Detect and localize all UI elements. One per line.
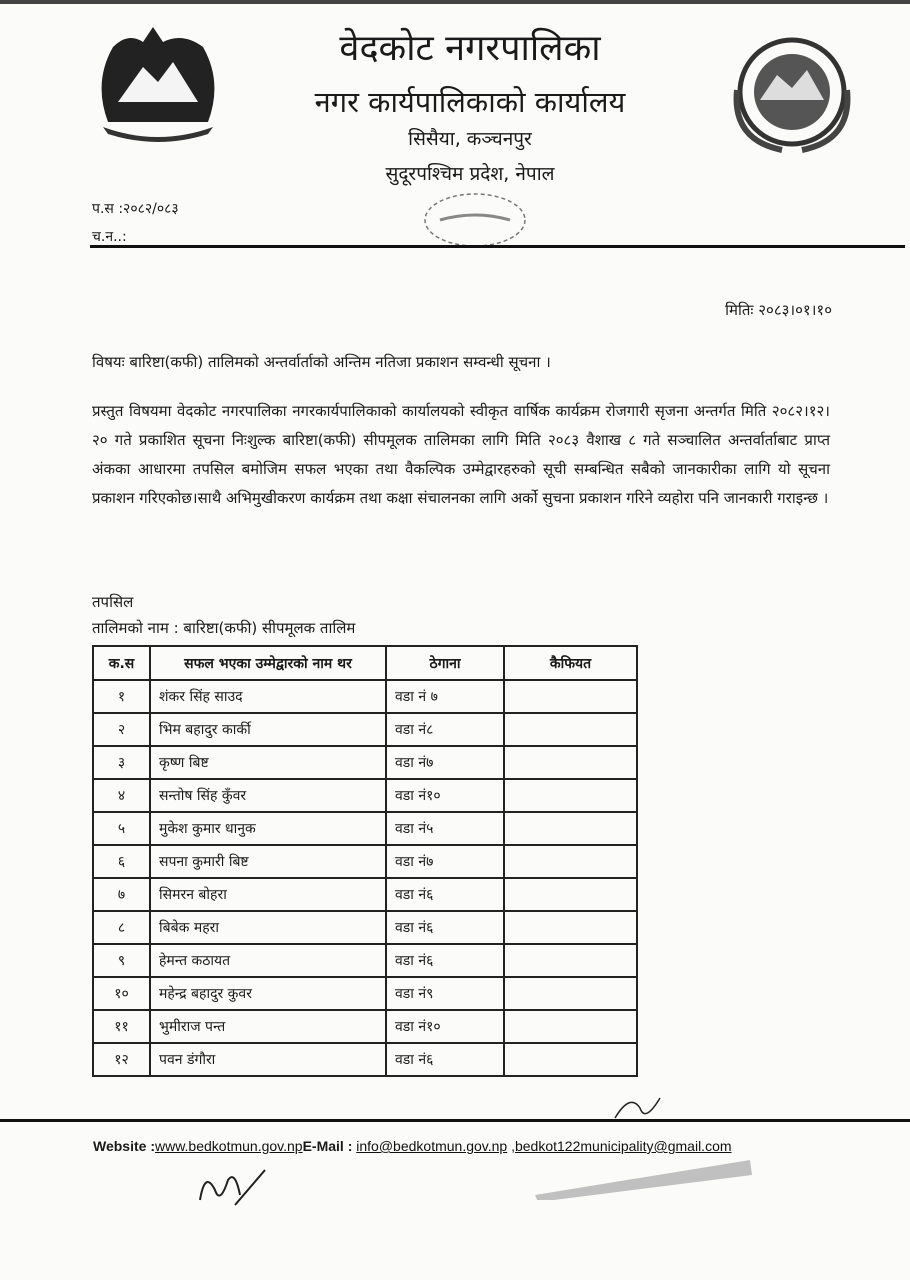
row-serial: ५: [93, 812, 150, 845]
table-row: [93, 713, 637, 746]
row-address: वडा नं७: [386, 746, 504, 779]
row-serial: ३: [93, 746, 150, 779]
row-remarks: [504, 812, 637, 845]
table-row: [93, 878, 637, 911]
email-link-1[interactable]: info@bedkotmun.gov.np: [356, 1138, 508, 1154]
website-label: Website :: [93, 1138, 155, 1154]
row-remarks: [504, 1010, 637, 1043]
table-row: [93, 1043, 637, 1076]
table-row: [93, 1010, 637, 1043]
row-remarks: [504, 944, 637, 977]
row-candidate-name: सिमरन बोहरा: [150, 878, 386, 911]
table-row: [93, 680, 637, 713]
notice-body: प्रस्तुत विषयमा वेदकोट नगरपालिका नगरकार्यपालिकाको कार्यालयको स्वीकृत वार्षिक कार्यक्रम रोजगारी सृजना अन्तर्गत मिति २०८२।१२।२० गते प्रकाशित सूचना निःशुल्क बारिष्टा(कफी) सीपमूलक तालिमका लागि मिति २०८३ वैशाख ८ गते सञ्चालित अन्तर्वार्ताबाट प्राप्त अंकका आधारमा तपसिल बमोजिम सफल भएका तथा वैकल्पिक उम्मेद्वारहरुको सूची सम्बन्धित सबैको जानकारीका लागि यो सूचना प्रकाशन गरिएकोछ।साथै अभिमुखीकरण कार्यक्रम तथा कक्षा संचालनका लागि अर्को सुचना प्रकाशन गरिने व्यहोरा पनि जानकारी गराइन्छ ।: [92, 402, 830, 507]
notice-subject: विषयः बारिष्टा(कफी) तालिमको अन्तर्वार्ताको अन्तिम नतिजा प्रकाशन सम्वन्धी सूचना ।: [92, 353, 551, 371]
row-address: वडा नं६: [386, 1043, 504, 1076]
scan-edge: [0, 0, 910, 4]
row-remarks: [504, 845, 637, 878]
row-candidate-name: पवन डंगौरा: [150, 1043, 386, 1076]
email-label: E-Mail :: [302, 1138, 357, 1154]
nepal-emblem-logo: [88, 22, 228, 142]
row-remarks: [504, 977, 637, 1010]
table-row: [93, 812, 637, 845]
footer-divider: [0, 1119, 910, 1122]
row-address: वडा नं ७: [386, 680, 504, 713]
row-candidate-name: बिबेक महरा: [150, 911, 386, 944]
details-label: तपसिल: [92, 593, 134, 611]
row-candidate-name: महेन्द्र बहादुर कुवर: [150, 977, 386, 1010]
row-candidate-name: मुकेश कुमार धानुक: [150, 812, 386, 845]
email-link-2[interactable]: bedkot122municipality@gmail.com: [514, 1138, 732, 1154]
row-address: वडा नं६: [386, 878, 504, 911]
row-remarks: [504, 1043, 637, 1076]
selected-candidates-table: [92, 645, 638, 1077]
officer-stamp: [530, 1140, 760, 1200]
row-candidate-name: भुमीराज पन्त: [150, 1010, 386, 1043]
row-address: वडा नं१०: [386, 779, 504, 812]
dispatch-number: च.न..:: [92, 229, 127, 245]
table-row: [93, 746, 637, 779]
row-address: वडा नं८: [386, 713, 504, 746]
row-serial: १२: [93, 1043, 150, 1076]
notice-date: मितिः २०८३।०१।१०: [725, 301, 832, 319]
row-address: वडा नं१०: [386, 1010, 504, 1043]
table-row: [93, 911, 637, 944]
row-serial: ४: [93, 779, 150, 812]
row-serial: ७: [93, 878, 150, 911]
col-remarks: कैफियत: [504, 646, 637, 680]
row-address: वडा नं७: [386, 845, 504, 878]
table-row: [93, 944, 637, 977]
row-candidate-name: भिम बहादुर कार्की: [150, 713, 386, 746]
website-link[interactable]: www.bedkotmun.gov.np: [154, 1138, 303, 1154]
table-header-row: [93, 646, 637, 680]
row-remarks: [504, 746, 637, 779]
row-remarks: [504, 779, 637, 812]
row-candidate-name: सपना कुमारी बिष्ट: [150, 845, 386, 878]
training-name: तालिमको नाम : बारिष्टा(कफी) सीपमूलक तालिम: [92, 619, 356, 637]
row-serial: ९: [93, 944, 150, 977]
row-remarks: [504, 680, 637, 713]
signature-mark: [610, 1088, 670, 1128]
row-serial: ११: [93, 1010, 150, 1043]
row-serial: ६: [93, 845, 150, 878]
office-name: नगर कार्यपालिकाको कार्यालय: [314, 85, 626, 119]
address-line-2: सुदूरपश्चिम प्रदेश, नेपाल: [385, 163, 555, 185]
row-remarks: [504, 713, 637, 746]
row-address: वडा नं६: [386, 911, 504, 944]
row-remarks: [504, 878, 637, 911]
office-stamp: [420, 190, 530, 250]
col-address: ठेगाना: [386, 646, 504, 680]
row-remarks: [504, 911, 637, 944]
row-serial: १०: [93, 977, 150, 1010]
row-address: वडा नं९: [386, 977, 504, 1010]
header-divider: [90, 245, 905, 248]
row-serial: ८: [93, 911, 150, 944]
row-candidate-name: हेमन्त कठायत: [150, 944, 386, 977]
col-name: सफल भएका उम्मेद्वारको नाम थर: [150, 646, 386, 680]
row-candidate-name: शंकर सिंह साउद: [150, 680, 386, 713]
address-line-1: सिसैया, कञ्चनपुर: [408, 128, 532, 150]
municipality-name: वेदकोट नगरपालिका: [339, 28, 601, 69]
row-serial: १: [93, 680, 150, 713]
row-address: वडा नं६: [386, 944, 504, 977]
table-row: [93, 977, 637, 1010]
reference-number: प.स :२०८२/०८३: [92, 201, 179, 217]
row-candidate-name: सन्तोष सिंह कुँवर: [150, 779, 386, 812]
col-serial: क.स: [93, 646, 150, 680]
table-row: [93, 779, 637, 812]
row-address: वडा नं५: [386, 812, 504, 845]
row-serial: २: [93, 713, 150, 746]
table-row: [93, 845, 637, 878]
municipality-seal-logo: [722, 30, 862, 160]
email-separator: ,: [507, 1138, 515, 1154]
row-candidate-name: कृष्ण बिष्ट: [150, 746, 386, 779]
officer-signature: [190, 1160, 270, 1220]
